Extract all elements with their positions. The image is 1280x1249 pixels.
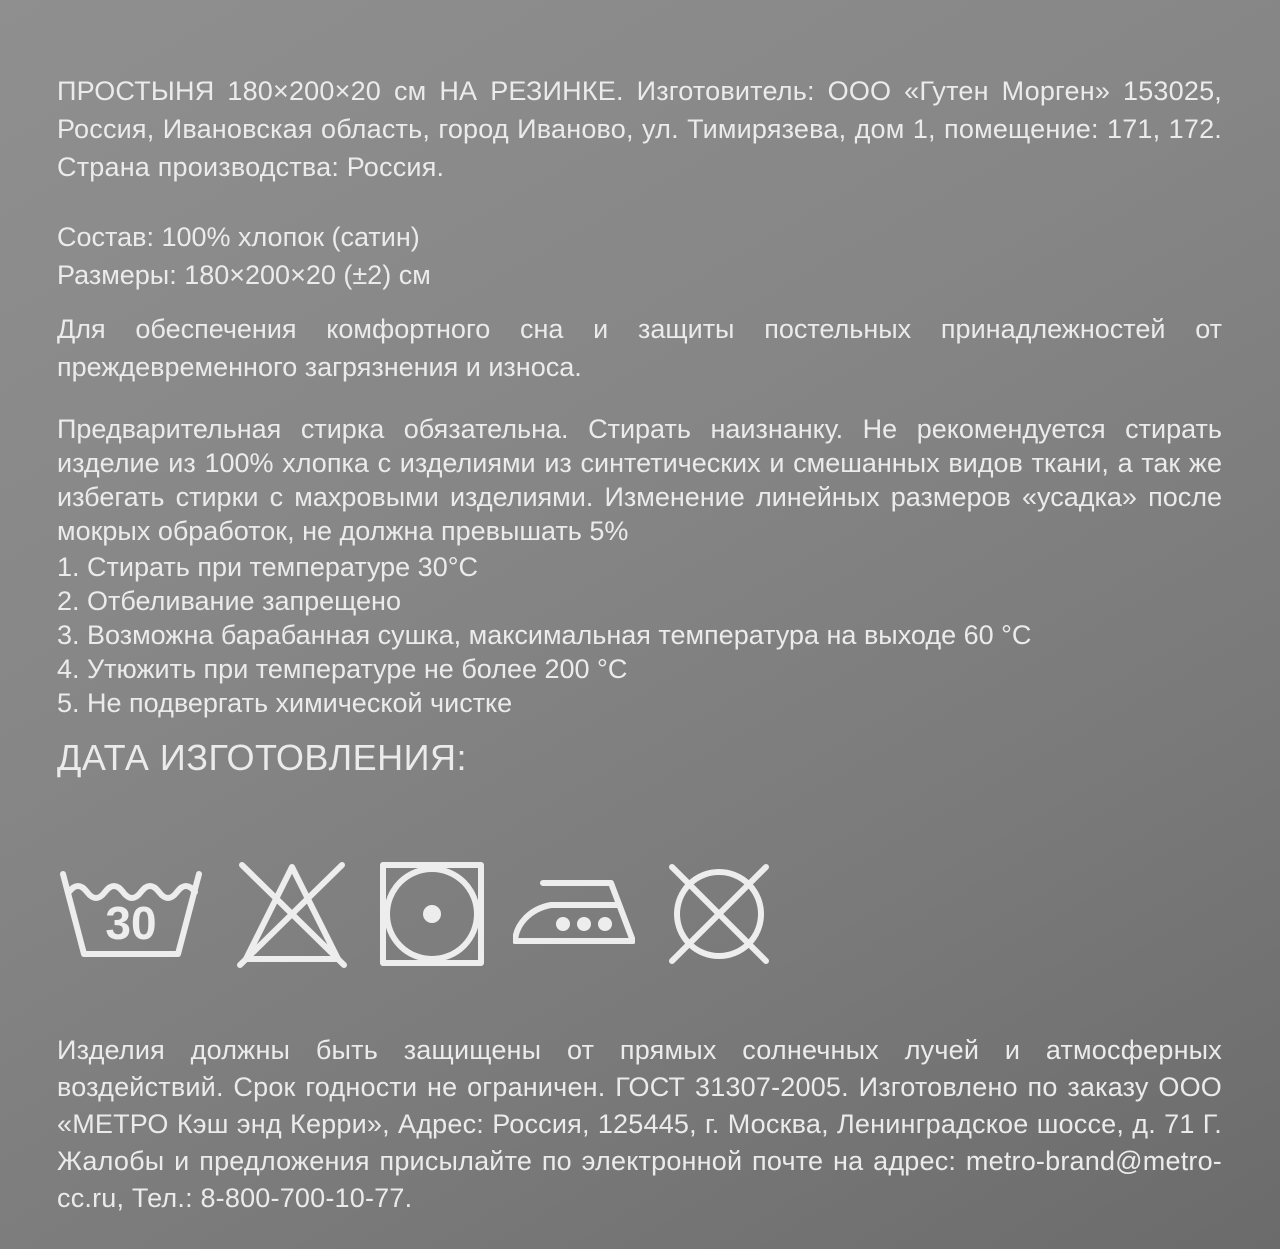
no-bleach-icon — [233, 858, 351, 970]
no-dry-clean-icon — [663, 858, 775, 970]
care-step-1: 1. Стирать при температуре 30°С — [57, 552, 479, 582]
tumble-dry-icon — [379, 861, 485, 967]
manufacture-date-heading: ДАТА ИЗГОТОВЛЕНИЯ: — [57, 737, 467, 778]
care-step-2: 2. Отбеливание запрещено — [57, 586, 401, 616]
iron-icon — [513, 879, 635, 949]
care-step-4: 4. Утюжить при температуре не более 200 °С — [57, 654, 628, 684]
purpose-paragraph: Для обеспечения комфортного сна и защиты постельных принадлежностей от преждевременного загрязнения и износа. — [57, 314, 1222, 382]
care-step-5: 5. Не подвергать химической чистке — [57, 688, 513, 718]
care-symbols-row — [57, 858, 1222, 970]
composition-line: Состав: 100% хлопок (сатин) — [57, 222, 420, 252]
care-steps-list — [57, 550, 1222, 720]
manufacturer-paragraph: ПРОСТЫНЯ 180×200×20 см НА РЕЗИНКЕ. Изготовитель: ООО «Гутен Морген» 153025, Россия, Ивановская область, город Иваново, ул. Тимирязева, дом 1, помещение: 171, 172. Страна производства: Россия. — [57, 76, 1222, 182]
dimensions-line: Размеры: 180×200×20 (±2) см — [57, 260, 431, 290]
wash-30-icon — [57, 869, 205, 959]
composition-block — [57, 218, 1222, 294]
wash-temperature-value: 30 — [105, 897, 157, 949]
care-step-3: 3. Возможна барабанная сушка, максимальная температура на выходе 60 °С — [57, 620, 1032, 650]
footer-paragraph: Изделия должны быть защищены от прямых солнечных лучей и атмосферных воздействий. Срок годности не ограничен. ГОСТ 31307-2005. Изготовлено по заказу ООО «МЕТРО Кэш энд Керри», Адрес: Россия, 125445, г. Москва, Ленинградское шоссе, д. 71 Г. Жалобы и предложения присылайте по электронной почте на адрес: metro-brand@metro-cc.ru, Тел.: 8-800-700-10-77. — [57, 1035, 1222, 1213]
care-instructions-paragraph: Предварительная стирка обязательна. Стирать наизнанку. Не рекомендуется стирать изделие из 100% хлопка с изделиями из синтетических и смешанных видов ткани, а так же избегать стирки с махровыми изделиями. Изменение линейных размеров «усадка» после мокрых обработок, не должна превышать 5% — [57, 414, 1222, 546]
